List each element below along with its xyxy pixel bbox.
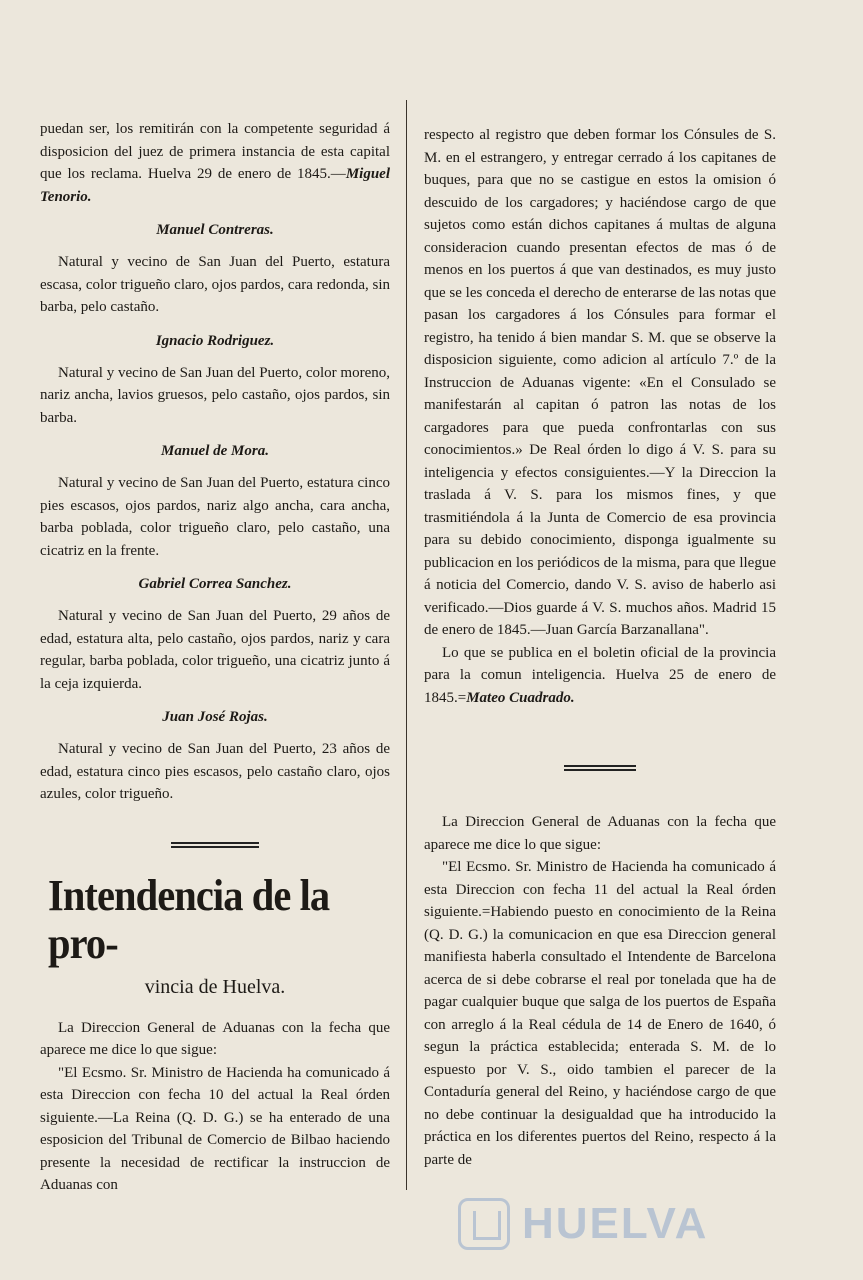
watermark-emblem-icon	[458, 1198, 510, 1250]
entry-name: Manuel de Mora.	[161, 443, 269, 459]
entry-description: Natural y vecino de San Juan del Puerto, color moreno, nariz ancha, lavios gruesos, pelo castaño, ojos pardos, sin barba.	[40, 364, 390, 426]
entry-description: Natural y vecino de San Juan del Puerto, estatura cinco pies escasos, ojos pardos, nariz algo ancha, cara ancha, barba poblada, color trigueño claro, pelo castaño, una cicatriz en la frente.	[40, 475, 390, 559]
second-notice-paragraph: La Direccion General de Aduanas con la fecha que aparece me dice lo que sigue:	[424, 814, 776, 853]
section-separator	[171, 842, 259, 848]
section-paragraph: "El Ecsmo. Sr. Ministro de Hacienda ha comunicado á esta Direccion con fecha 10 del actual la Real órden siguiente.—La Reina (Q. D. G.) se ha enterado de una esposicion del Tribunal de Comercio de Bilbao haciendo presente la necesidad de rectificar la instruccion de Aduanas con	[40, 1064, 390, 1193]
watermark-text: HUELVA	[522, 1199, 709, 1248]
section-separator	[564, 765, 636, 771]
section-subtitle: vincia de Huelva.	[144, 975, 286, 998]
entry-description: Natural y vecino de San Juan del Puerto, 23 años de edad, estatura cinco pies escasos, pelo castaño claro, ojos azules, color trigueño.	[40, 741, 390, 802]
entry-name: Juan José Rojas.	[162, 709, 268, 725]
watermark	[458, 1196, 778, 1252]
column-divider	[406, 100, 407, 1190]
section-title: Intendencia de la pro-	[48, 870, 330, 968]
intro-signature: Miguel Tenorio.	[40, 166, 390, 205]
continuation-paragraph: respecto al registro que deben formar los Cónsules de S. M. en el estrangero, y entregar cerrado á los capitanes de buques, para que no se castigue en estos la omision ó descuido de los cargadores; y haciéndose cargo de que sujetos como están dichos capitanes á multas de alguna consideracion cuando presentan efectos de mas ó de menos en los puertos á que van destinados, es muy justo que se les conceda el derecho de enterarse de las notas que pasan los cargadores á los Cónsules para formar el registro, ha tenido á bien mandar S. M. que se observe la disposicion siguiente, como adicion al artículo 7.º de la Instruccion de Aduanas vigente: «En el Consulado se manifestarán al capitan ó patron las notas de los cargadores para que pueda confrontarlas con sus conocimientos.» De Real órden lo digo á V. S. para su inteligencia y efectos consiguientes.—Y la Direccion la traslada á V. S. para los mismos fines, y que trasmitiéndola á la Junta de Comercio de esa provincia para su debido conocimiento, disponga igualmente su publicacion en los periódicos de la misma, para que llegue á noticia del Comercio, dando V. S. aviso de haberlo asi verificado.—Dios guarde á V. S. muchos años. Madrid 15 de enero de 1845.—Juan García Barzanallana".	[424, 127, 776, 638]
publication-note: Lo que se publica en el boletin oficial de la provincia para la comun inteligencia. Huelva 25 de enero de 1845.=Mateo Cuadrado.	[424, 644, 776, 706]
entry-name: Manuel Contreras.	[156, 222, 274, 238]
section-paragraph: La Direccion General de Aduanas con la fecha que aparece me dice lo que sigue:	[40, 1019, 390, 1058]
entry-description: Natural y vecino de San Juan del Puerto, estatura escasa, color trigueño claro, ojos pardos, cara redonda, sin barba, pelo castaño.	[40, 254, 390, 315]
right-column	[424, 124, 776, 1171]
left-column	[40, 118, 390, 1197]
entry-description: Natural y vecino de San Juan del Puerto, 29 años de edad, estatura alta, pelo castaño, ojos pardos, nariz y cara regular, barba poblada, color trigueño, una cicatriz junto á la ceja izquierda.	[40, 608, 390, 692]
publication-signature: Mateo Cuadrado.	[466, 689, 575, 706]
entry-name: Ignacio Rodriguez.	[155, 332, 275, 349]
intro-paragraph: puedan ser, los remitirán con la competente seguridad á disposicion del juez de primera instancia de esta capital que los reclama. Huelva 29 de enero de 1845.—Miguel Tenorio.	[40, 121, 390, 205]
entry-name: Gabriel Correa Sanchez.	[138, 576, 292, 592]
second-notice-paragraph: "El Ecsmo. Sr. Ministro de Hacienda ha comunicado á esta Direccion con fecha 11 del actual la Real órden siguiente.=Habiendo puesto en conocimiento de la Reina (Q. D. G.) la comunicacion en que esa Direccion general manifiesta haberla consultado el Intendente de Barcelona acerca de si debe cobrarse el real por tonelada que ha de pagar cualquier buque que salga de los puertos de España con arreglo á la Real cédula de 14 de Enero de 1640, ó segun la práctica establecida; enterada S. M. de lo espuesto por V. S., oido tambien el parecer de la Contaduría general del Reino, y haciéndose cargo de que no debe continuar la desigualdad que ha introducido la práctica en los diferentes puertos del Reino, respecto á la parte de	[424, 859, 776, 1168]
